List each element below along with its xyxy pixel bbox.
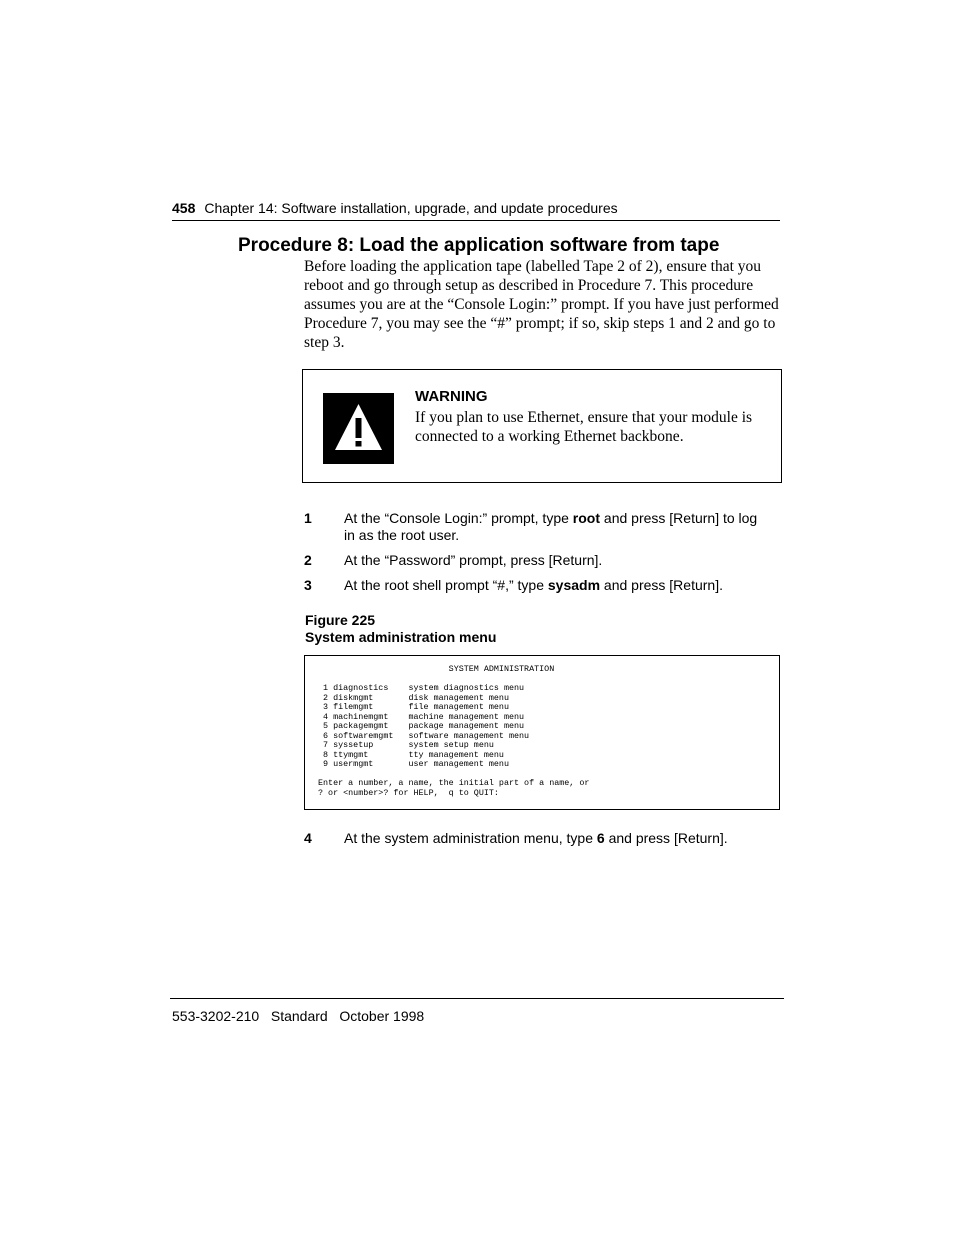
step-text: At the root shell prompt “#,” type sysadm and press [Return]. <box>344 577 723 593</box>
step-3 <box>304 577 774 594</box>
step-number: 3 <box>304 577 312 593</box>
procedure-title: Procedure 8: Load the application software from tape <box>238 235 720 256</box>
step-text: At the system administration menu, type 6 and press [Return]. <box>344 830 728 846</box>
step-text: At the “Password” prompt, press [Return]. <box>344 552 603 568</box>
document-number: 553-3202-210 <box>172 1008 260 1024</box>
footer-rule <box>170 998 784 999</box>
warning-exclamation-icon <box>323 393 394 464</box>
document-date: October 1998 <box>339 1008 425 1024</box>
warning-title: WARNING <box>415 388 488 405</box>
intro-paragraph: Before loading the application tape (labelled Tape 2 of 2), ensure that you reboot and go through setup as described in Procedure 7. This procedure assumes you are at the “Console Login:” prompt. If you have just performed Procedure 7, you may see the “#” prompt; if so, skip steps 1 and 2 and go to step 3. <box>304 258 779 351</box>
warning-box <box>302 369 782 483</box>
step-1 <box>304 510 774 544</box>
step-number: 1 <box>304 510 312 526</box>
footer <box>172 1007 424 1025</box>
warning-text: If you plan to use Ethernet, ensure that your module is connected to a working Ethernet backbone. <box>415 409 753 445</box>
terminal-output: SYSTEM ADMINISTRATION 1 diagnostics system diagnostics menu 2 diskmgmt disk management menu 3 filemgmt file management menu 4 machinemgmt machine management menu 5 packagemgmt package management menu 6 softwaremgmt software management menu 7 syssetup system setup menu 8 ttymgmt tty management menu 9 usermgmt user management menu Enter a number, a name, the initial part of a name, or ? or <number>? for HELP, q to QUIT: <box>318 664 590 798</box>
terminal-screen <box>304 655 780 810</box>
figure-label: Figure 225 <box>305 612 376 628</box>
page-number: 458 <box>172 200 196 216</box>
chapter-title: Chapter 14: Software installation, upgrade, and update procedures <box>204 200 618 216</box>
step-4 <box>304 830 774 847</box>
figure-caption <box>305 612 496 646</box>
running-header <box>172 199 780 221</box>
step-number: 2 <box>304 552 312 568</box>
document-standard: Standard <box>270 1008 328 1024</box>
step-text: At the “Console Login:” prompt, type root and press [Return] to log in as the root user. <box>344 510 758 543</box>
step-number: 4 <box>304 830 312 846</box>
figure-title: System administration menu <box>305 629 497 645</box>
step-2 <box>304 552 774 569</box>
